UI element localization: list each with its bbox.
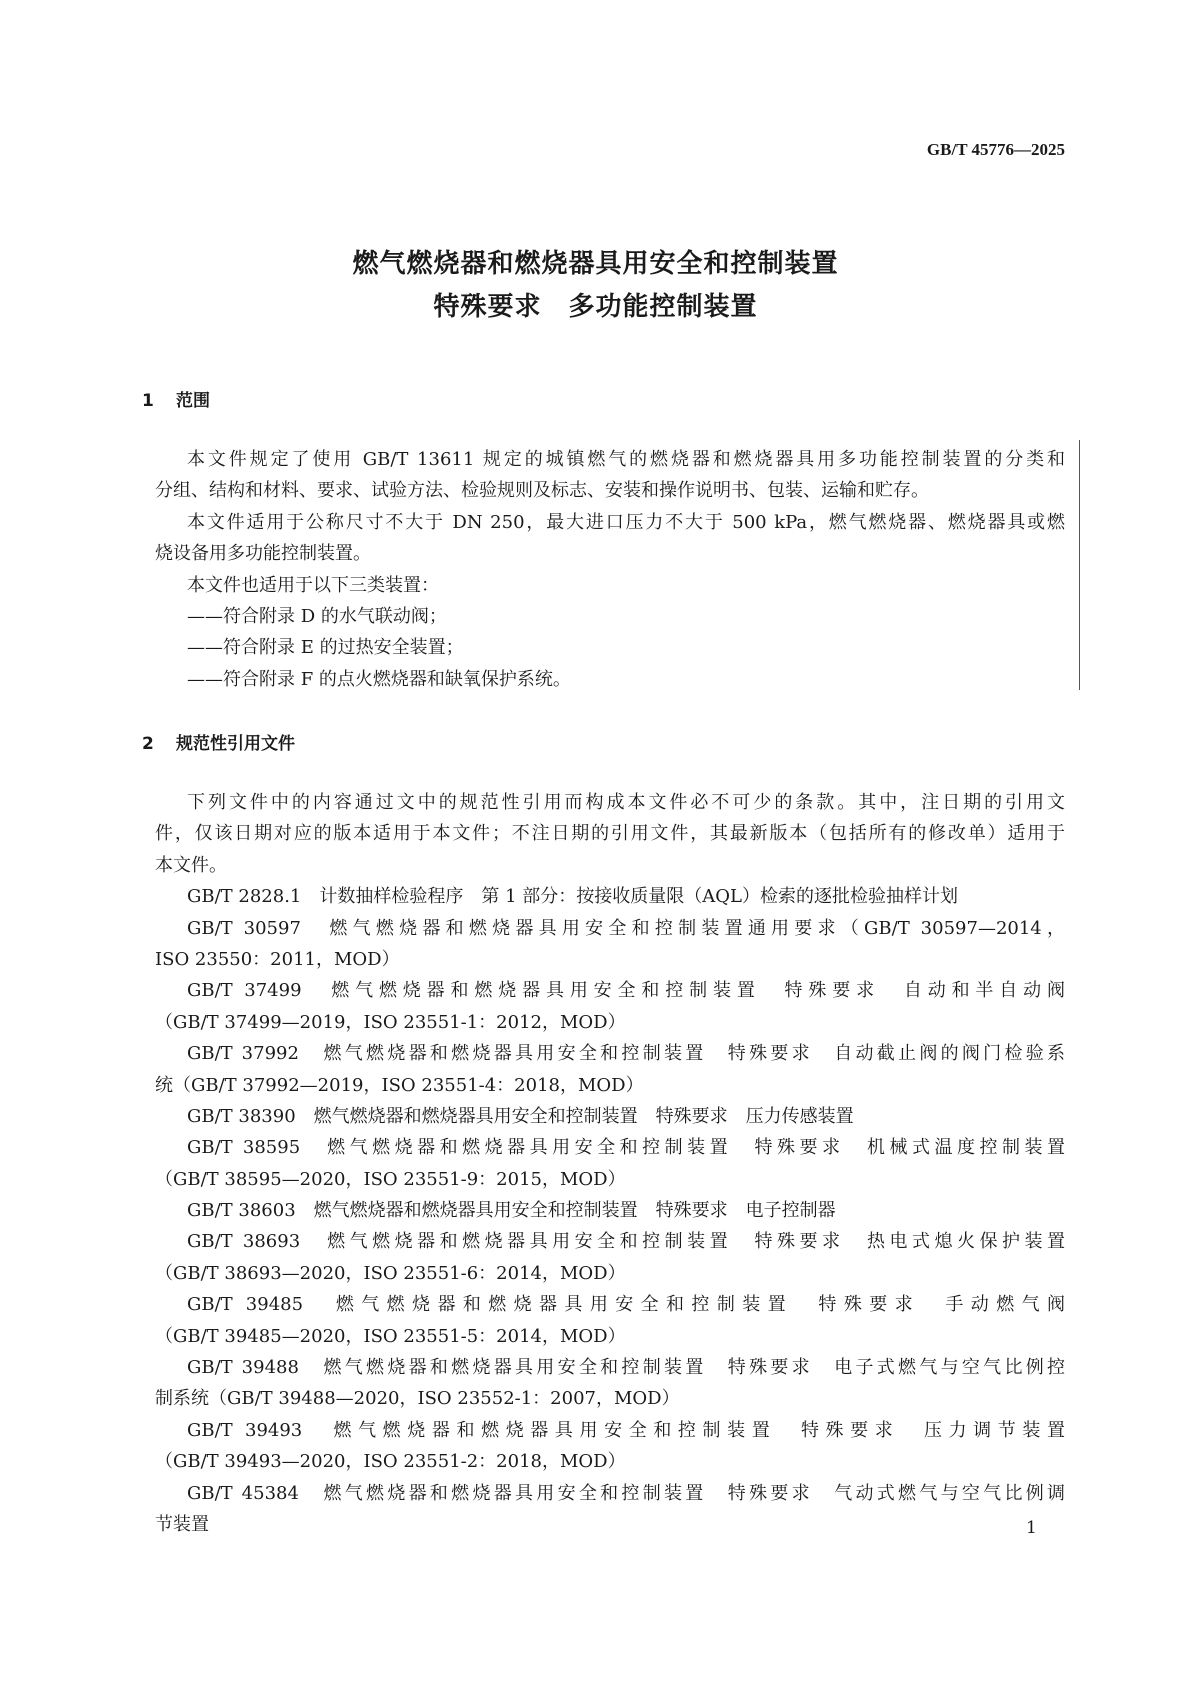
- text-line: GB/T 30597 燃气燃烧器和燃烧器具用安全和控制装置通用要求（GB/T 30597—2014，: [187, 917, 1065, 939]
- text-line: 本文件规定了使用 GB/T 13611 规定的城镇燃气的燃烧器和燃烧器具用多功能控制装置的分类和: [187, 449, 1065, 470]
- text-line: 节装置: [155, 1513, 209, 1535]
- text-line: GB/T 39493 燃气燃烧器和燃烧器具用安全和控制装置 特殊要求 压力调节装置: [187, 1419, 1065, 1441]
- text-line: GB/T 2828.1 计数抽样检验程序 第 1 部分：按接收质量限（AQL）检索的逐批检验抽样计划: [187, 886, 958, 908]
- text-line: GB/T 37992 燃气燃烧器和燃烧器具用安全和控制装置 特殊要求 自动截止阀的阀门检验系: [187, 1043, 1065, 1065]
- section-number: 2: [142, 734, 154, 754]
- text-line: 件，仅该日期对应的版本适用于本文件；不注日期的引用文件，其最新版本（包括所有的修改单）适用于: [155, 823, 1065, 845]
- text-line: ——符合附录 F 的点火燃烧器和缺氧保护系统。: [187, 668, 571, 690]
- text-line: ——符合附录 D 的水气联动阀；: [187, 605, 447, 627]
- text-line: （GB/T 38595—2020，ISO 23551-9：2015，MOD）: [155, 1168, 626, 1190]
- text-line: GB/T 38693 燃气燃烧器和燃烧器具用安全和控制装置 特殊要求 热电式熄火保护装置: [187, 1231, 1065, 1253]
- text-line: GB/T 38390 燃气燃烧器和燃烧器具用安全和控制装置 特殊要求 压力传感装置: [187, 1105, 854, 1127]
- text-line: 本文件也适用于以下三类装置：: [187, 574, 439, 596]
- text-line: ——符合附录 E 的过热安全装置；: [187, 637, 464, 659]
- text-line: GB/T 45384 燃气燃烧器和燃烧器具用安全和控制装置 特殊要求 气动式燃气与空气比例调: [187, 1482, 1065, 1504]
- section-2-heading: [142, 729, 295, 754]
- document-number: GB/T 45776—2025: [926, 140, 1065, 159]
- section-1-heading: [142, 386, 210, 411]
- text-line: ISO 23550：2011，MOD）: [155, 948, 400, 970]
- text-line: GB/T 39488 燃气燃烧器和燃烧器具用安全和控制装置 特殊要求 电子式燃气与空气比例控: [187, 1357, 1065, 1379]
- section-number: 1: [142, 391, 154, 411]
- section-2-body: [155, 787, 1065, 1540]
- section-1-body: [155, 444, 1065, 695]
- text-line: 本文件。: [155, 854, 227, 876]
- text-line: 烧设备用多功能控制装置。: [155, 543, 371, 565]
- text-line: 制系统（GB/T 39488—2020，ISO 23552-1：2007，MOD）: [155, 1388, 680, 1410]
- text-line: GB/T 38603 燃气燃烧器和燃烧器具用安全和控制装置 特殊要求 电子控制器: [187, 1200, 836, 1222]
- text-line: 分组、结构和材料、要求、试验方法、检验规则及标志、安装和操作说明书、包装、运输和贮存。: [155, 480, 929, 502]
- page-number: 1: [1026, 1518, 1037, 1538]
- text-line: （GB/T 39493—2020，ISO 23551-2：2018，MOD）: [155, 1451, 626, 1473]
- text-line: 统（GB/T 37992—2019，ISO 23551-4：2018，MOD）: [155, 1074, 644, 1096]
- text-line: （GB/T 39485—2020，ISO 23551-5：2014，MOD）: [155, 1325, 626, 1347]
- title-line-1: 燃气燃烧器和燃烧器具用安全和控制装置: [352, 249, 839, 279]
- text-line: 下列文件中的内容通过文中的规范性引用而构成本文件必不可少的条款。其中，注日期的引用文: [187, 792, 1065, 813]
- section-title: 范围: [176, 391, 210, 411]
- title-line-2: 特殊要求 多功能控制装置: [433, 292, 758, 322]
- change-bar: [1079, 440, 1080, 690]
- text-line: GB/T 38595 燃气燃烧器和燃烧器具用安全和控制装置 特殊要求 机械式温度控制装置: [187, 1137, 1065, 1159]
- section-title: 规范性引用文件: [176, 734, 295, 754]
- text-line: 本文件适用于公称尺寸不大于 DN 250，最大进口压力不大于 500 kPa，燃气燃烧器、燃烧器具或燃: [187, 511, 1065, 533]
- text-line: （GB/T 38693—2020，ISO 23551-6：2014，MOD）: [155, 1262, 626, 1284]
- text-line: GB/T 39485 燃气燃烧器和燃烧器具用安全和控制装置 特殊要求 手动燃气阀: [187, 1294, 1065, 1316]
- text-line: GB/T 37499 燃气燃烧器和燃烧器具用安全和控制装置 特殊要求 自动和半自动阀: [187, 980, 1065, 1002]
- text-line: （GB/T 37499—2019，ISO 23551-1：2012，MOD）: [155, 1011, 626, 1033]
